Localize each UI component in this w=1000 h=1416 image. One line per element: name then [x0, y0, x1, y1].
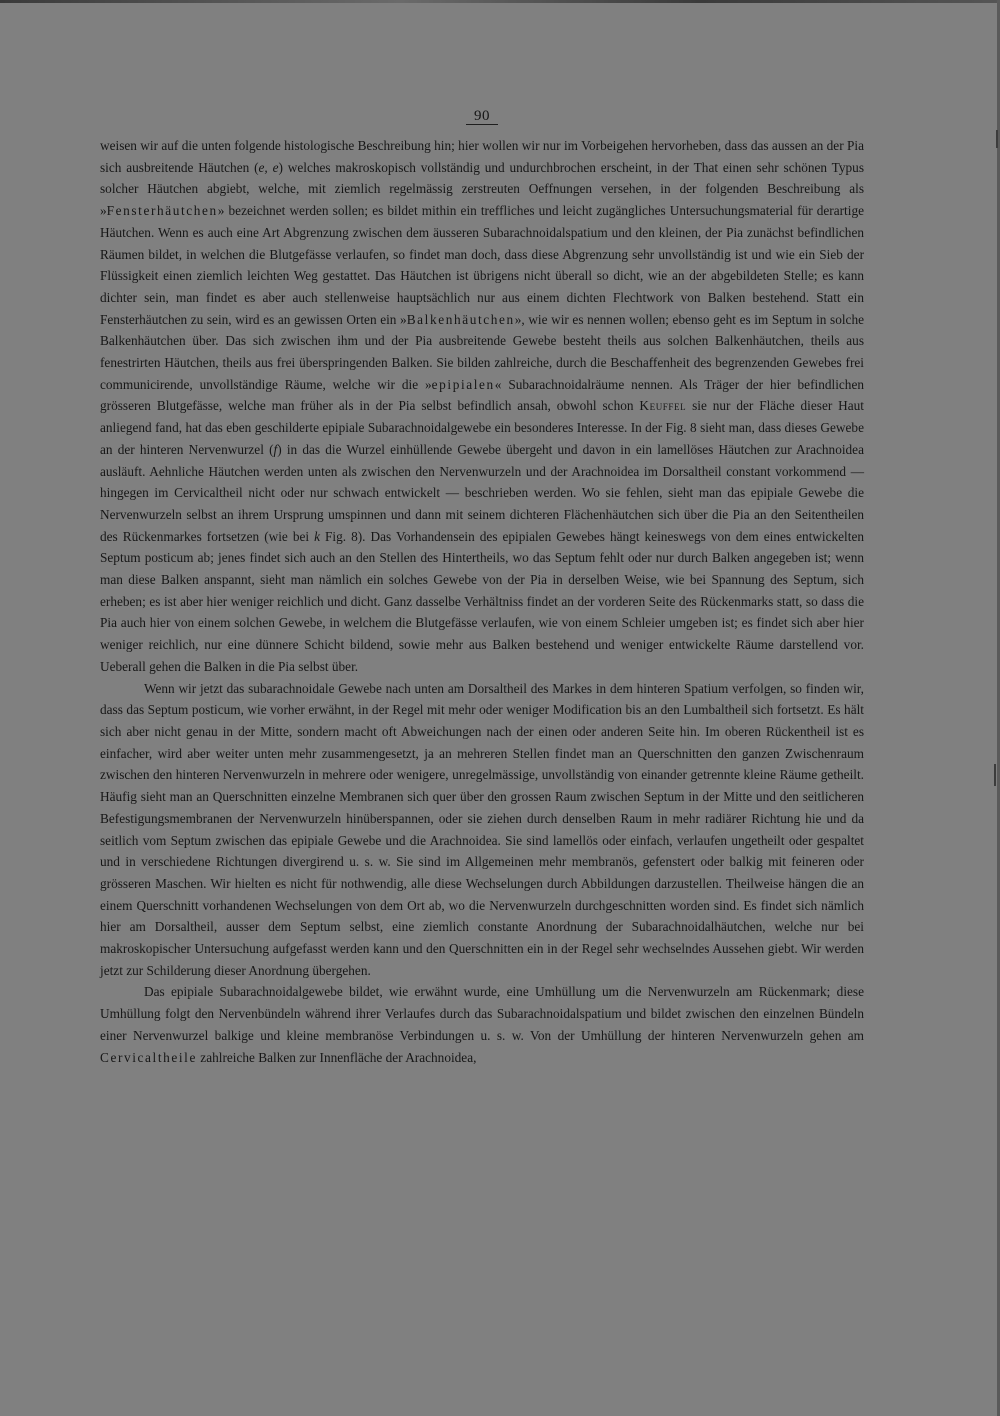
- page-number-text: 90: [466, 108, 498, 125]
- spaced-term: epipialen: [431, 376, 495, 392]
- italic-run: e, e: [258, 159, 279, 175]
- text-run: Wenn wir jetzt das subarachnoidale Gewebe nach unten am Dorsaltheil des Markes in dem hinteren Spatium verfolgen, so finden wir, dass das Septum posticum, wie vorher erwähnt, in der Regel mit mehr oder weniger Modification bis an den Lumbaltheil sich fortsetzt. Es hält sich aber nicht genau in der Mitte, sondern macht oft Abweichungen nach der einen oder anderen Seite hin. Im oberen Rückentheil ist es einfacher, wird aber weiter unten mehr zusammengesetzt, ja an mehreren Stellen findet man an Querschnitten den ganzen Zwischenraum zwischen den hinteren Nervenwurzeln in mehrere oder wenigere, unregelmässige, unvollständig von einander getrennte kleine Räume getheilt. Häufig sieht man an Querschnitten einzelne Membranen sich quer über den grossen Raum zwischen Septum in der Mitte und den seitlicheren Befestigungsmembranen der Nervenwurzeln hinüberspannen, oder sie ziehen durch denselben Raum in mehr radiärer Richtung hie und da seitlich vom Septum zwischen das epipiale Gewebe und die Arachnoidea. Sie sind lamellös oder einfach, verlaufen ungetheilt oder gespaltet und in verschiedene Richtungen divergirend u. s. w. Sie sind im Allgemeinen mehr membranös, gefenstert oder balkig mit feineren oder grösseren Maschen. Wir hielten es nicht für nothwendig, alle diese Wechselungen durch Abbildungen darzustellen. Theilweise hängen die an einem Querschnitt vorhandenen Wechselungen von dem Ort ab, wo die Nervenwurzeln durchgeschnitten worden sind. Es findet sich nämlich hier am Dorsaltheil, ausser dem Septum selbst, eine ziemlich constante Anordnung der Subarachnoidalhäutchen, welche nur bei makroskopischer Untersuchung aufgefasst werden kann und den Querschnitten ein in der Regel sehr wechselndes Aussehen giebt. Wir werden jetzt zur Schilderung dieser Anordnung übergehen.: [100, 680, 864, 978]
- paragraph: [100, 135, 864, 678]
- spaced-term: Cervicaltheile: [100, 1049, 197, 1065]
- margin-mark: [996, 130, 998, 148]
- text-run: « Subarachnoidalräume nennen. Als Träger der hier befindlichen grösseren Blutgefässe, welche man früher als in der Pia selbst befindlich ansah, obwohl schon: [100, 376, 864, 414]
- author-name: Keuffel: [639, 398, 687, 414]
- page-number: [100, 108, 864, 125]
- scan-edge-top: [0, 0, 1000, 3]
- spaced-term: Fensterhäutchen: [106, 203, 218, 219]
- paragraph: [100, 981, 864, 1068]
- document-page: [100, 108, 864, 1068]
- italic-run: f: [273, 441, 278, 457]
- text-run: sie nur der Fläche dieser Haut anliegend fand, hat das eben geschilderte epipiale Subarachnoidalgewebe ein besonderes Interesse. In der Fig. 8 sieht man, dass dieses Gewebe an der hinteren Nervenwurzel (: [100, 398, 864, 457]
- text-run: ) in das die Wurzel einhüllende Gewebe übergeht und davon in ein lamellöses Häutchen zur Arachnoidea ausläuft. Aehnliche Häutchen werden unten als zwischen den Nervenwurzeln und der Arachnoidea im Dorsaltheil constant vorkommend — hingegen im Cervicaltheil nicht oder nur schwach entwickelt — beschrieben werden. Wo sie fehlen, sieht man das epipiale Gewebe die Nervenwurzeln selbst an ihrem Ursprung umspinnen und dann mit seinem dichteren Flächenhäutchen sich über die Pia an den Seitentheilen des Rückenmarkes fortsetzen (wie bei: [100, 441, 864, 544]
- text-run: » bezeichnet werden sollen; es bildet mithin ein treffliches und leicht zugängliches Untersuchungsmaterial für derartige Häutchen. Wenn es auch eine Art Abgrenzung zwischen dem äusseren Subarachnoidalspatium und den kleinen, der Pia zunächst befindlichen Räumen bildet, in welchen die Blutgefässe verlaufen, so findet man doch, dass diese Abgrenzung sehr unvollständig ist und wie ein Sieb der Flüssigkeit einen ziemlich leichten Weg gestattet. Das Häutchen ist übrigens nicht überall so dicht, wie an der abgebildeten Stelle; es kann dichter sein, man findet es aber auch stellenweise hauptsächlich nur aus einem dichten Flechtwork von Balken bestehend. Statt ein Fensterhäutchen zu sein, wird es an gewissen Orten ein »: [100, 203, 864, 327]
- text-run: weisen wir auf die unten folgende histologische Beschreibung hin; hier wollen wir nur im Vorbeigehen hervorheben, dass das aussen an der Pia sich ausbreitende Häutchen (: [100, 138, 864, 175]
- paragraph: [100, 678, 864, 982]
- margin-mark: [994, 764, 996, 786]
- text-run: », wie wir es nennen wollen; ebenso geht es im Septum in solche Balkenhäutchen über. Das sich zwischen ihm und der Pia ausbreitende Gewebe besteht theils aus solchen Balkenhäutchen, theils aus fenestrirten Häutchen, theils aus frei überspringenden Balken. Sie bilden zahlreiche, durch die Beschaffenheit des begrenzenden Gewebes frei communicirende, unvollständige Räume, welche wir die »: [100, 311, 864, 392]
- body-text: [100, 135, 864, 1068]
- text-run: Das epipiale Subarachnoidalgewebe bildet, wie erwähnt wurde, eine Umhüllung um die Nervenwurzeln am Rückenmark; diese Umhüllung folgt den Nervenbündeln während ihrer Verlaufes durch das Subarachnoidalspatium und bildet zwischen den einzelnen Bündeln einer Nervenwurzel balkige und kleine membranöse Verbindungen u. s. w. Von der Umhüllung der hinteren Nervenwurzeln gehen am: [100, 984, 864, 1043]
- text-run: ) welches makroskopisch vollständig und undurchbrochen erscheint, in der That einen sehr schönen Typus solcher Häutchen abgiebt, welche, mit ziemlich regelmässig zerstreuten Oeffnungen versehen, in der folgenden Beschreibung als »: [100, 159, 864, 219]
- text-run: Fig. 8). Das Vorhandensein des epipialen Gewebes hängt keineswegs von dem eines entwickelten Septum posticum ab; jenes findet sich auch an den Stellen des Hintertheils, wo das Septum fehlt oder nur durch Balken angegeben ist; wenn man diese Balken anspannt, sieht man nämlich ein solches Gewebe von der Pia in derselben Weise, wie bei Spannung des Septum, sich erheben; es ist aber hier weniger reichlich und dicht. Ganz dasselbe Verhältniss findet an der vorderen Seite des Rückenmarks statt, so dass die Pia auch hier von einem solchen Gewebe, in welchem die Blutgefässe verlaufen, wie von einem Schleier umgeben ist; es findet sich aber hier weniger reichlich, nur eine dünnere Schicht bildend, sowie mehr aus Balken bestehend und weniger entwickelte Räume darstellend vor. Ueberall gehen die Balken in die Pia selbst über.: [100, 528, 864, 674]
- spaced-term: Balkenhäutchen: [406, 311, 515, 327]
- italic-run: k: [314, 528, 321, 544]
- text-run: zahlreiche Balken zur Innenfläche der Arachnoidea,: [196, 1049, 477, 1065]
